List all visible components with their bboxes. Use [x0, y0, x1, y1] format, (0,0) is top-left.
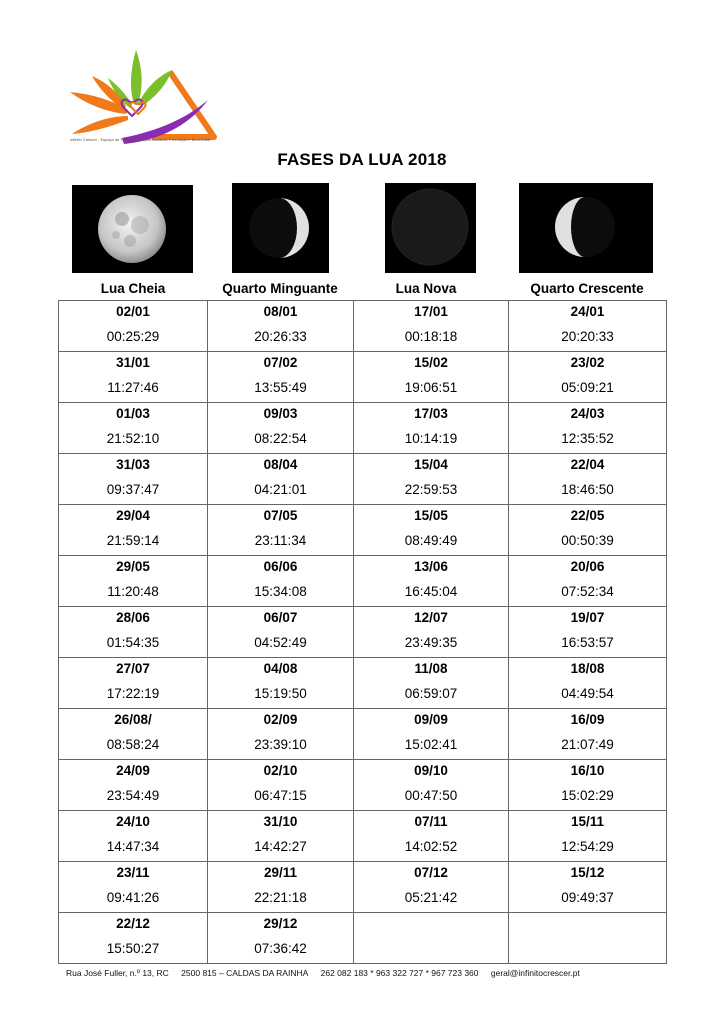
table-row: [59, 760, 667, 811]
table-row: [59, 505, 667, 556]
phase-date: 29/05: [116, 559, 150, 574]
logo-caption: Infinito Crescer - Espaço de Terapias Complementares, Formação e Bem-Estar: [70, 137, 211, 142]
phase-cell: [208, 658, 354, 709]
phase-time: 10:14:19: [404, 431, 458, 446]
phase-date: 18/08: [570, 661, 605, 676]
phase-date: 27/07: [116, 661, 150, 676]
phase-time: 07:36:42: [254, 941, 307, 956]
phase-time: 15:02:29: [561, 788, 614, 803]
phase-cell: [59, 811, 208, 862]
phase-date: 22/04: [570, 457, 605, 472]
table-row: [59, 607, 667, 658]
phase-cell: [354, 913, 509, 964]
full-moon-image: [72, 185, 193, 273]
phase-time: 23:54:49: [106, 788, 160, 803]
table-body: [59, 301, 667, 964]
phase-time: 04:21:01: [254, 482, 307, 497]
phase-time: 18:46:50: [561, 482, 614, 497]
phase-date: 12/07: [414, 610, 448, 625]
phase-cell: [509, 658, 667, 709]
phase-time: 20:20:33: [561, 329, 614, 344]
phase-cell: [59, 760, 208, 811]
phase-time: 22:59:53: [404, 482, 458, 497]
phase-time: 12:35:52: [561, 431, 614, 446]
phase-cell: [208, 862, 354, 913]
phase-time: 08:58:24: [106, 737, 160, 752]
phase-cell: [59, 862, 208, 913]
phase-date: 11/08: [414, 661, 448, 676]
phase-date: 24/10: [116, 814, 150, 829]
phase-time: 09:41:26: [106, 890, 160, 905]
table-row: [59, 709, 667, 760]
phase-time: 04:49:54: [561, 686, 614, 701]
phase-date: 02/01: [116, 304, 150, 319]
phase-time: 21:07:49: [561, 737, 614, 752]
phase-time: 16:53:57: [561, 635, 614, 650]
phase-cell: [509, 913, 667, 964]
phase-time: 15:50:27: [106, 941, 160, 956]
phase-time: 13:55:49: [254, 380, 307, 395]
phase-time: 00:47:50: [404, 788, 458, 803]
phase-cell: [354, 709, 509, 760]
phase-date: 15/04: [414, 457, 448, 472]
phase-time: 15:02:41: [404, 737, 458, 752]
phase-cell: [354, 760, 509, 811]
footer-postal: 2500 815 – CALDAS DA RAINHA: [181, 968, 309, 978]
new-moon-image: [385, 183, 476, 273]
phase-cell: [208, 403, 354, 454]
table-row: [59, 403, 667, 454]
phase-cell: [354, 658, 509, 709]
phase-date: 06/06: [263, 559, 298, 574]
phase-time: 09:49:37: [561, 890, 614, 905]
phase-date: 01/03: [116, 406, 150, 421]
phase-time: 06:59:07: [404, 686, 458, 701]
phase-time: 15:19:50: [254, 686, 307, 701]
phase-cell: [509, 862, 667, 913]
phase-cell: [59, 352, 208, 403]
first-quarter-image: [519, 183, 653, 273]
phase-time: 11:27:46: [107, 380, 159, 395]
phase-date: 29/12: [263, 916, 298, 931]
page-title: FASES DA LUA 2018: [277, 150, 447, 169]
phase-time: 14:42:27: [254, 839, 307, 854]
phase-cell: [354, 352, 509, 403]
phase-date: 09/09: [414, 712, 448, 727]
phase-cell: [208, 913, 354, 964]
phase-cell: [208, 352, 354, 403]
phase-time: 21:59:14: [106, 533, 160, 548]
table-row: [59, 454, 667, 505]
table-row: [59, 811, 667, 862]
phase-cell: [59, 301, 208, 352]
table-row: [59, 556, 667, 607]
phase-cell: [208, 709, 354, 760]
moon-phases-table: [58, 300, 667, 964]
phase-date: 31/10: [263, 814, 298, 829]
phase-time: 17:22:19: [106, 686, 160, 701]
phase-cell: [208, 301, 354, 352]
phase-cell: [208, 556, 354, 607]
phase-date: 06/07: [263, 610, 298, 625]
last-quarter-image: [232, 183, 329, 273]
phase-date: 26/08/: [114, 712, 152, 727]
footer: [66, 968, 590, 978]
table-row: [59, 862, 667, 913]
phase-time: 14:47:34: [106, 839, 160, 854]
phase-cell: [509, 607, 667, 658]
phase-time: 05:21:42: [404, 890, 458, 905]
phase-cell: [509, 352, 667, 403]
phase-time: 04:52:49: [254, 635, 307, 650]
phase-cell: [59, 658, 208, 709]
table-row: [59, 658, 667, 709]
phase-date: 04/08: [263, 661, 298, 676]
phase-time: 23:49:35: [404, 635, 458, 650]
phase-cell: [59, 607, 208, 658]
phase-date: 24/03: [570, 406, 605, 421]
phase-cell: [208, 505, 354, 556]
phase-cell: [509, 811, 667, 862]
phase-time: 08:49:49: [404, 533, 458, 548]
phase-date: 17/03: [414, 406, 448, 421]
phase-header-last-quarter: Quarto Minguante: [222, 281, 338, 296]
phase-date: 22/05: [570, 508, 605, 523]
phase-time: 00:50:39: [561, 533, 614, 548]
phase-cell: [509, 301, 667, 352]
phase-time: 21:52:10: [106, 431, 160, 446]
phase-time: 00:25:29: [106, 329, 160, 344]
phase-date: 23/02: [570, 355, 605, 370]
phase-cell: [59, 709, 208, 760]
phase-time: 11:20:48: [107, 584, 159, 599]
phase-date: 07/02: [263, 355, 298, 370]
phase-header-full-moon: Lua Cheia: [100, 281, 166, 296]
phase-date: 19/07: [570, 610, 605, 625]
phase-date: 13/06: [414, 559, 448, 574]
phase-date: 31/03: [116, 457, 150, 472]
phase-time: 00:18:18: [404, 329, 458, 344]
phase-time: 01:54:35: [106, 635, 160, 650]
phase-time: 14:02:52: [404, 839, 458, 854]
phase-date: 29/04: [116, 508, 150, 523]
phase-header-new-moon: Lua Nova: [395, 281, 457, 296]
footer-phones: 262 082 183 * 963 322 727 * 967 723 360: [320, 968, 479, 978]
phase-cell: [59, 403, 208, 454]
footer-address: Rua José Fuller, n.º 13, RC: [66, 968, 169, 978]
phase-date: 31/01: [116, 355, 150, 370]
phase-date: 02/10: [263, 763, 298, 778]
phase-date: 09/03: [263, 406, 298, 421]
phase-cell: [354, 862, 509, 913]
phase-date: 23/11: [116, 865, 150, 880]
phase-cell: [354, 505, 509, 556]
phase-date: 28/06: [116, 610, 150, 625]
phase-time: 22:21:18: [254, 890, 307, 905]
table-row: [59, 301, 667, 352]
phase-cell: [354, 454, 509, 505]
phase-cell: [354, 403, 509, 454]
phase-date: 20/06: [570, 559, 605, 574]
phase-date: 15/05: [414, 508, 448, 523]
phase-cell: [208, 811, 354, 862]
phase-date: 24/09: [116, 763, 150, 778]
phase-cell: [59, 556, 208, 607]
footer-email: geral@infinitocrescer.pt: [490, 968, 580, 978]
phase-time: 08:22:54: [254, 431, 307, 446]
phase-cell: [208, 454, 354, 505]
phase-time: 23:11:34: [254, 533, 307, 548]
phase-date: 17/01: [414, 304, 448, 319]
phase-cell: [208, 760, 354, 811]
phase-cell: [509, 505, 667, 556]
phase-time: 16:45:04: [404, 584, 458, 599]
phase-date: 02/09: [263, 712, 298, 727]
phase-date: 29/11: [263, 865, 298, 880]
phase-date: 08/01: [263, 304, 298, 319]
phase-time: 07:52:34: [561, 584, 614, 599]
phase-time: 12:54:29: [561, 839, 614, 854]
phase-cell: [509, 454, 667, 505]
phase-cell: [509, 403, 667, 454]
phase-date: 15/12: [570, 865, 605, 880]
table-row: [59, 913, 667, 964]
phase-date: 22/12: [116, 916, 150, 931]
phase-time: 09:37:47: [106, 482, 160, 497]
phase-date: 15/02: [414, 355, 448, 370]
phase-time: 23:39:10: [254, 737, 307, 752]
phase-time: 05:09:21: [561, 380, 614, 395]
phase-date: 07/12: [414, 865, 448, 880]
phase-header-first-quarter: Quarto Crescente: [530, 281, 644, 296]
phase-cell: [509, 760, 667, 811]
phase-date: 08/04: [263, 457, 298, 472]
phase-cell: [59, 913, 208, 964]
phase-date: 16/09: [570, 712, 605, 727]
phase-cell: [509, 556, 667, 607]
phase-cell: [509, 709, 667, 760]
phase-cell: [354, 556, 509, 607]
phase-date: 15/11: [570, 814, 605, 829]
phase-date: 07/05: [263, 508, 298, 523]
phase-time: 19:06:51: [404, 380, 458, 395]
phase-date: 24/01: [570, 304, 605, 319]
phase-cell: [208, 607, 354, 658]
phase-cell: [59, 505, 208, 556]
table-row: [59, 352, 667, 403]
phase-cell: [354, 811, 509, 862]
phase-cell: [354, 301, 509, 352]
phase-cell: [59, 454, 208, 505]
phase-time: 20:26:33: [254, 329, 307, 344]
phase-cell: [354, 607, 509, 658]
phase-date: 16/10: [570, 763, 605, 778]
phase-time: 15:34:08: [254, 584, 307, 599]
phase-date: 07/11: [414, 814, 448, 829]
phase-date: 09/10: [414, 763, 448, 778]
company-logo: [62, 42, 222, 150]
phase-time: 06:47:15: [254, 788, 307, 803]
